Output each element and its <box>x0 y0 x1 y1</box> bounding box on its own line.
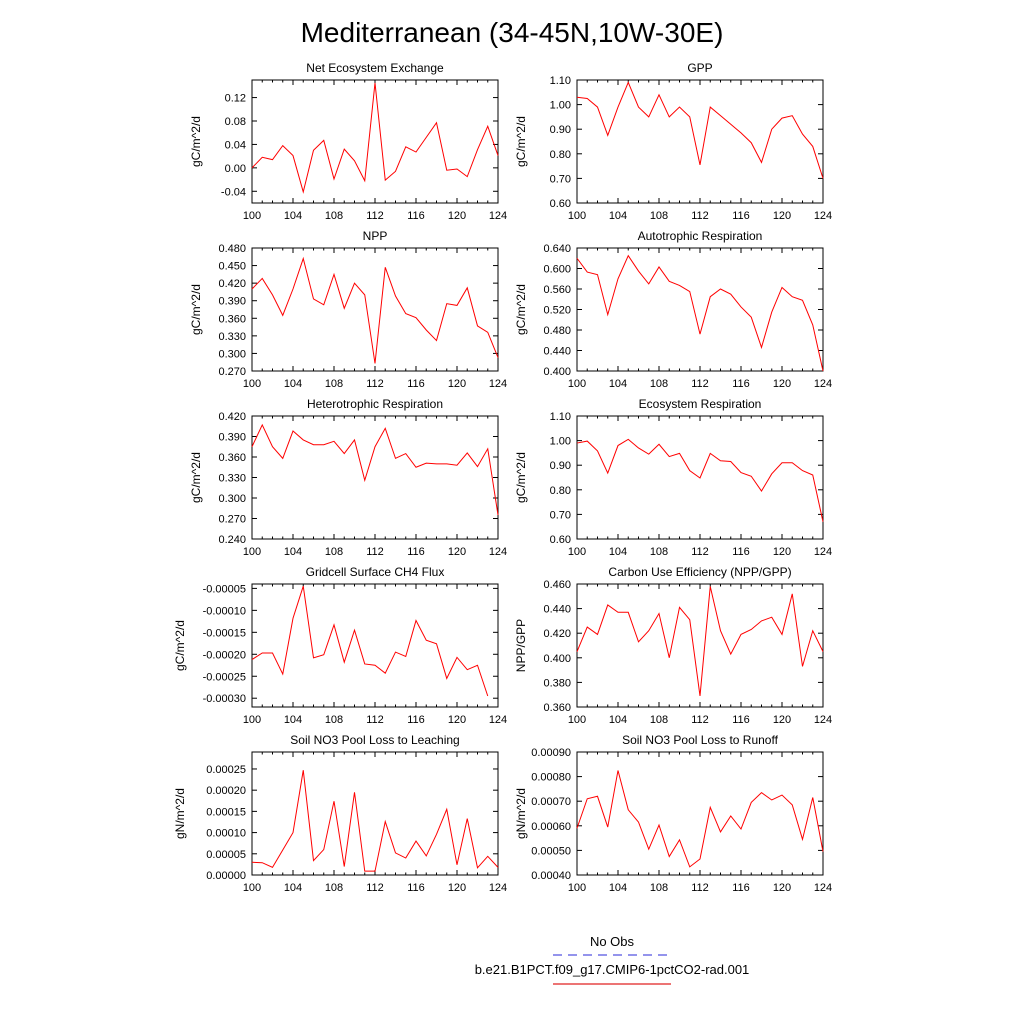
plot-frame <box>577 80 823 203</box>
x-tick-label: 120 <box>772 210 792 222</box>
x-tick-label: 112 <box>366 882 384 894</box>
y-tick-label: 0.600 <box>543 263 571 276</box>
x-tick-label: 124 <box>813 210 833 222</box>
y-tick-label: 0.480 <box>543 325 571 337</box>
chart-panel-gpp <box>514 61 832 222</box>
x-tick-label: 104 <box>608 714 628 726</box>
y-tick-label: 0.60 <box>549 534 571 546</box>
series-line <box>577 586 823 695</box>
y-axis-label: gN/m^2/d <box>514 788 528 839</box>
x-tick-label: 104 <box>608 210 628 222</box>
chart-panel-autotrophic-respiration <box>514 229 832 390</box>
figure-title: Mediterranean (34-45N,10W-30E) <box>300 17 724 48</box>
panel-title: Soil NO3 Pool Loss to Leaching <box>290 733 460 747</box>
panel-title: Net Ecosystem Exchange <box>306 61 444 75</box>
x-tick-label: 100 <box>567 210 587 222</box>
chart-panel-carbon-use-efficiency-npp-gpp <box>514 565 832 726</box>
y-tick-label: 0.420 <box>543 628 571 641</box>
y-tick-label: -0.04 <box>220 186 246 199</box>
x-tick-label: 108 <box>324 546 344 558</box>
plot-frame <box>252 584 498 707</box>
y-tick-label: -0.00025 <box>202 671 246 684</box>
x-tick-label: 100 <box>242 882 262 894</box>
y-tick-label: 0.12 <box>224 92 246 105</box>
panel-title: GPP <box>687 61 713 75</box>
x-tick-label: 104 <box>283 546 303 558</box>
y-tick-label: 0.08 <box>224 116 246 128</box>
x-tick-label: 100 <box>242 546 262 558</box>
x-tick-label: 100 <box>567 882 587 894</box>
x-tick-label: 116 <box>732 210 750 222</box>
y-tick-label: -0.00020 <box>202 649 246 662</box>
series-line <box>577 439 823 521</box>
y-tick-label: -0.00030 <box>202 693 246 706</box>
y-tick-label: 0.330 <box>218 472 246 485</box>
x-tick-label: 100 <box>567 378 587 390</box>
x-tick-label: 120 <box>772 714 792 726</box>
y-tick-label: 0.00050 <box>531 845 571 858</box>
y-tick-label: 0.90 <box>549 124 571 137</box>
x-tick-label: 112 <box>366 546 384 558</box>
y-tick-label: 0.640 <box>543 243 571 255</box>
x-tick-label: 116 <box>407 210 425 222</box>
y-tick-label: 0.440 <box>543 603 571 616</box>
x-tick-label: 104 <box>608 378 628 390</box>
x-tick-label: 112 <box>366 378 384 390</box>
y-tick-label: 1.10 <box>549 75 571 87</box>
x-tick-label: 124 <box>813 378 833 390</box>
x-tick-label: 104 <box>608 882 628 894</box>
y-tick-label: -0.00015 <box>202 627 246 640</box>
x-tick-label: 120 <box>772 546 792 558</box>
panel-title: Ecosystem Respiration <box>638 397 762 411</box>
panel-title: Soil NO3 Pool Loss to Runoff <box>622 733 778 747</box>
legend <box>475 934 750 984</box>
x-tick-label: 116 <box>407 882 425 894</box>
x-tick-label: 112 <box>691 378 709 390</box>
x-tick-label: 124 <box>813 882 833 894</box>
panel-title: NPP <box>362 229 388 243</box>
y-tick-label: 0.70 <box>549 173 571 186</box>
y-tick-label: 0.420 <box>218 278 246 291</box>
series-line <box>577 82 823 178</box>
y-tick-label: 0.460 <box>543 579 571 591</box>
y-tick-label: 0.400 <box>543 366 571 378</box>
plot-frame <box>577 584 823 707</box>
x-tick-label: 120 <box>447 882 467 894</box>
panel-title: Heterotrophic Respiration <box>306 397 444 411</box>
x-tick-label: 120 <box>447 378 467 390</box>
x-tick-label: 112 <box>366 210 384 222</box>
y-tick-label: 0.360 <box>218 313 246 326</box>
chart-panel-soil-no3-pool-loss-to-runoff <box>514 733 832 894</box>
legend-item-no-obs-label: No Obs <box>589 934 635 949</box>
chart-panel-heterotrophic-respiration <box>189 397 507 558</box>
y-tick-label: 0.60 <box>549 198 571 210</box>
y-tick-label: 0.00010 <box>206 827 246 840</box>
x-tick-label: 100 <box>567 546 587 558</box>
y-tick-label: -0.00005 <box>202 583 246 596</box>
y-axis-label: gC/m^2/d <box>173 620 187 671</box>
y-tick-label: 0.330 <box>218 330 246 343</box>
x-tick-label: 124 <box>488 882 508 894</box>
x-tick-label: 124 <box>488 546 508 558</box>
y-tick-label: 0.560 <box>543 284 571 296</box>
x-tick-label: 120 <box>772 378 792 390</box>
x-tick-label: 104 <box>283 210 303 222</box>
x-tick-label: 108 <box>649 882 669 894</box>
y-tick-label: 0.80 <box>549 484 571 497</box>
x-tick-label: 116 <box>732 378 750 390</box>
y-axis-label: gC/m^2/d <box>514 116 528 167</box>
y-tick-label: 0.360 <box>218 452 246 464</box>
y-tick-label: 0.390 <box>218 295 246 308</box>
x-tick-label: 104 <box>608 546 628 558</box>
y-tick-label: 0.00090 <box>531 747 571 759</box>
x-tick-label: 116 <box>732 714 750 726</box>
y-tick-label: 0.00040 <box>531 870 571 882</box>
x-tick-label: 108 <box>324 714 344 726</box>
y-tick-label: 0.450 <box>218 260 246 273</box>
x-tick-label: 116 <box>407 546 425 558</box>
plot-frame <box>252 416 498 539</box>
x-tick-label: 108 <box>324 210 344 222</box>
x-tick-label: 112 <box>691 546 709 558</box>
y-axis-label: gC/m^2/d <box>514 284 528 335</box>
series-line <box>577 770 823 866</box>
y-axis-label: gC/m^2/d <box>189 452 203 503</box>
plot-frame <box>252 80 498 203</box>
chart-panel-soil-no3-pool-loss-to-leaching <box>173 733 507 894</box>
y-tick-label: 0.04 <box>224 139 246 152</box>
x-tick-label: 124 <box>488 378 508 390</box>
chart-panel-ecosystem-respiration <box>514 397 832 558</box>
y-axis-label: gC/m^2/d <box>189 284 203 335</box>
y-tick-label: -0.00010 <box>202 605 246 618</box>
y-tick-label: 0.00000 <box>206 870 246 882</box>
y-tick-label: 0.400 <box>543 652 571 665</box>
y-axis-label: gC/m^2/d <box>514 452 528 503</box>
x-tick-label: 112 <box>691 882 709 894</box>
y-tick-label: 0.300 <box>218 493 246 505</box>
series-line <box>252 425 498 515</box>
y-tick-label: 0.00 <box>224 162 246 175</box>
x-tick-label: 108 <box>324 882 344 894</box>
x-tick-label: 116 <box>407 378 425 390</box>
x-tick-label: 108 <box>649 546 669 558</box>
chart-panel-net-ecosystem-exchange <box>189 61 507 222</box>
series-line <box>252 259 498 364</box>
y-tick-label: 0.380 <box>543 677 571 690</box>
x-tick-label: 116 <box>407 714 425 726</box>
y-tick-label: 1.00 <box>549 435 571 448</box>
x-tick-label: 120 <box>447 546 467 558</box>
y-tick-label: 0.420 <box>218 411 246 423</box>
chart-panel-gridcell-surface-ch4-flux <box>173 565 507 726</box>
y-tick-label: 0.270 <box>218 513 246 526</box>
x-tick-label: 120 <box>447 714 467 726</box>
x-tick-label: 120 <box>447 210 467 222</box>
series-line <box>577 256 823 371</box>
y-tick-label: 1.10 <box>549 411 571 423</box>
x-tick-label: 124 <box>813 714 833 726</box>
legend-item-model-run-label: b.e21.B1PCT.f09_g17.CMIP6-1pctCO2-rad.001 <box>474 962 750 977</box>
y-tick-label: 0.00070 <box>531 796 571 809</box>
x-tick-label: 100 <box>242 378 262 390</box>
plot-frame <box>577 248 823 371</box>
y-tick-label: 1.00 <box>549 99 571 112</box>
y-tick-label: 0.00080 <box>531 771 571 784</box>
chart-panel-npp <box>189 229 507 390</box>
plot-frame <box>252 248 498 371</box>
chart-grid <box>173 61 832 894</box>
y-tick-label: 0.70 <box>549 509 571 522</box>
x-tick-label: 100 <box>242 210 262 222</box>
y-tick-label: 0.240 <box>218 534 246 546</box>
y-axis-label: NPP/GPP <box>514 618 528 673</box>
plot-frame <box>252 752 498 875</box>
y-tick-label: 0.520 <box>543 304 571 317</box>
y-tick-label: 0.360 <box>543 702 571 714</box>
x-tick-label: 100 <box>567 714 587 726</box>
y-axis-label: gC/m^2/d <box>189 116 203 167</box>
series-line <box>252 83 498 192</box>
x-tick-label: 116 <box>732 546 750 558</box>
panel-title: Gridcell Surface CH4 Flux <box>305 565 445 579</box>
x-tick-label: 124 <box>813 546 833 558</box>
x-tick-label: 104 <box>283 714 303 726</box>
panel-title: Carbon Use Efficiency (NPP/GPP) <box>608 565 792 579</box>
x-tick-label: 124 <box>488 210 508 222</box>
x-tick-label: 108 <box>649 378 669 390</box>
y-tick-label: 0.00020 <box>206 785 246 798</box>
x-tick-label: 116 <box>732 882 750 894</box>
y-tick-label: 0.00060 <box>531 820 571 833</box>
x-tick-label: 104 <box>283 378 303 390</box>
x-tick-label: 120 <box>772 882 792 894</box>
x-tick-label: 124 <box>488 714 508 726</box>
series-line <box>252 770 498 871</box>
y-tick-label: 0.90 <box>549 460 571 473</box>
x-tick-label: 108 <box>324 378 344 390</box>
x-tick-label: 104 <box>283 882 303 894</box>
y-tick-label: 0.00025 <box>206 763 246 776</box>
y-tick-label: 0.440 <box>543 345 571 358</box>
panel-title: Autotrophic Respiration <box>637 229 763 243</box>
x-tick-label: 108 <box>649 714 669 726</box>
y-tick-label: 0.300 <box>218 348 246 361</box>
y-tick-label: 0.480 <box>218 243 246 255</box>
y-tick-label: 0.00005 <box>206 848 246 861</box>
x-tick-label: 112 <box>366 714 384 726</box>
x-tick-label: 100 <box>242 714 262 726</box>
series-line <box>252 586 488 696</box>
y-tick-label: 0.390 <box>218 431 246 444</box>
x-tick-label: 112 <box>691 210 709 222</box>
y-tick-label: 0.00015 <box>206 806 246 819</box>
y-tick-label: 0.270 <box>218 366 246 378</box>
y-axis-label: gN/m^2/d <box>173 788 187 839</box>
x-tick-label: 108 <box>649 210 669 222</box>
y-tick-label: 0.80 <box>549 148 571 161</box>
x-tick-label: 112 <box>691 714 709 726</box>
